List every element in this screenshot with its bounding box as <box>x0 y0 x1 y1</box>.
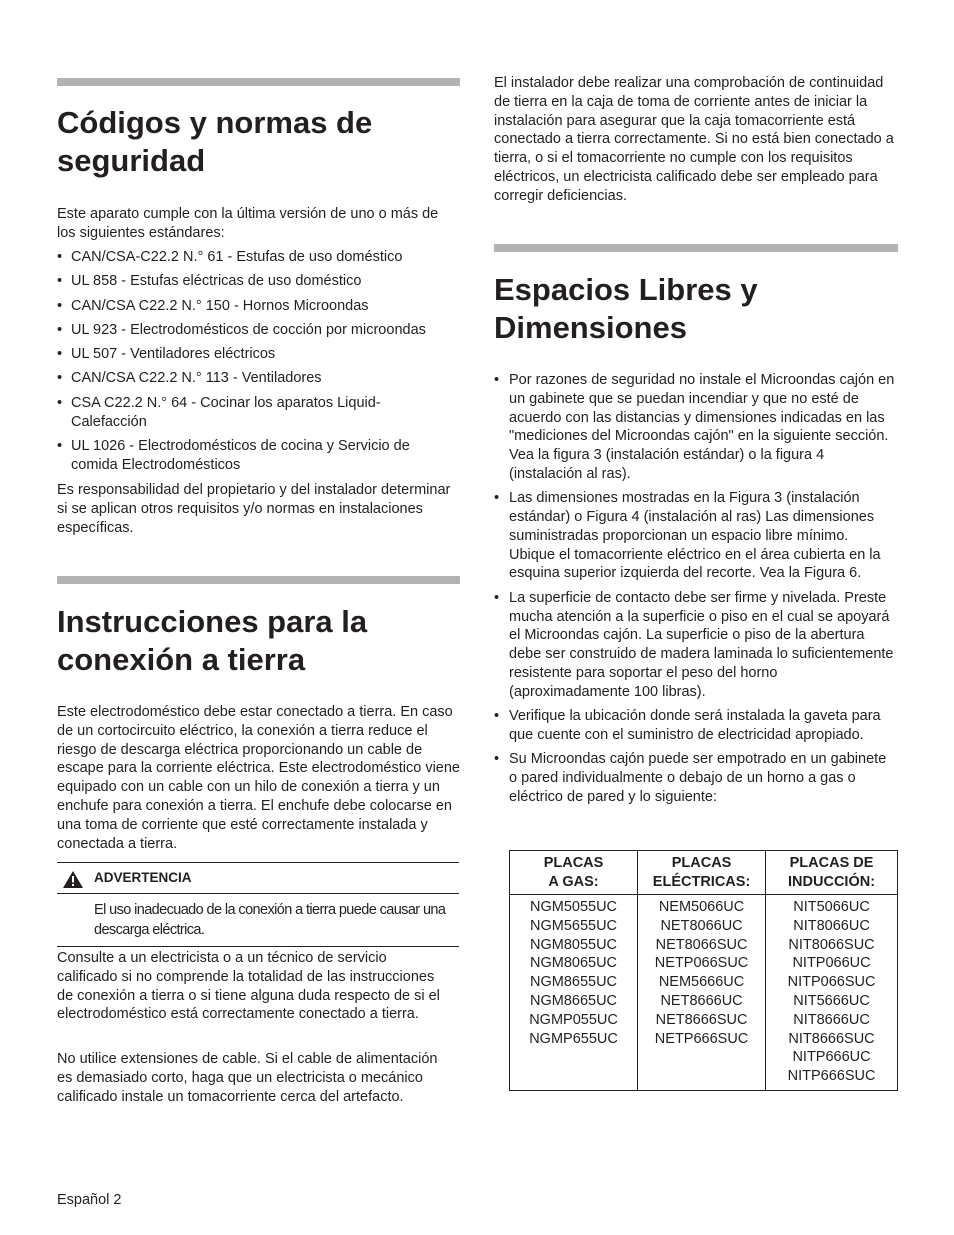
section-rule-tierra <box>57 576 460 584</box>
list-item: • CAN/CSA C22.2 N.° 150 - Hornos Microondas <box>57 297 459 316</box>
list-item: • CAN/CSA-C22.2 N.° 61 - Estufas de uso doméstico <box>57 248 459 267</box>
model-code: NITP066SUC <box>787 974 876 991</box>
list-item: • La superficie de contacto debe ser firme y nivelada. Preste mucha atención a la superficie o piso en el cual se apoyará el Microondas cajón. La superficie o piso de la abertura debe ser construido de madera laminada lo suficientemente resistente para soportar el peso del horno (aproximadamente 100 libras). <box>494 589 898 702</box>
tierra-para-right: El instalador debe realizar una comprobación de continuidad de tierra en la caja de toma de corriente antes de iniciar la instalación para asegurar que la caja tomacorriente está conectado a tierra correctamente. Si no está bien conectado a tierra, o si el tomacorriente no cumple con los requisitos eléctricos, un electricista calificado debe ser empleado para corregir deficiencias. <box>494 75 894 204</box>
model-code: NET8666SUC <box>655 1011 748 1028</box>
table-header-electricas: PLACAS ELÉCTRICAS: <box>638 851 766 895</box>
list-item: • Su Microondas cajón puede ser empotrado en un gabinete o pared individualmente o debajo de un horno a gas o eléctrico de pared y lo siguiente: <box>494 750 898 806</box>
model-code: NIT8066SUC <box>788 936 875 953</box>
model-code: NGM8665UC <box>530 992 618 1009</box>
table-header-induccion: PLACAS DE INDUCCIÓN: <box>766 851 898 895</box>
list-item: • Las dimensiones mostradas en la Figura 3 (instalación estándar) o Figura 4 (instalación al ras) Las dimensiones suministradas proporcionan un espacio libre mínimo. Ubique el tomacorriente eléctrico en el área cubierta en la esquina superior izquierda del recorte. Vea la Figura 6. <box>494 489 898 583</box>
espacios-list <box>494 371 898 807</box>
table-cell-electricas <box>638 895 766 1091</box>
model-code: NIT5666UC <box>793 992 870 1009</box>
model-code: NEM5066UC <box>658 899 745 915</box>
model-code: NET8666UC <box>660 992 743 1009</box>
section-title-espacios: Espacios Libres y Dimensiones <box>494 272 758 345</box>
list-item: • UL 1026 - Electrodomésticos de cocina y Servicio de comida Electrodomésticos <box>57 437 459 475</box>
model-code: NGM8055UC <box>530 936 618 953</box>
model-code: NGMP655UC <box>529 1030 618 1047</box>
list-item: • UL 507 - Ventiladores eléctricos <box>57 345 459 364</box>
model-code: NITP666UC <box>792 1049 871 1066</box>
tierra-para-3: No utilice extensiones de cable. Si el cable de alimentación es demasiado corto, haga que un electricista o mecánico calificado instale un tomacorriente cerca del artefacto. <box>57 1051 438 1105</box>
warning-box <box>57 862 459 947</box>
warning-label: ADVERTENCIA <box>94 870 192 885</box>
model-code: NEM5666UC <box>658 974 745 991</box>
list-item: • CAN/CSA C22.2 N.° 113 - Ventiladores <box>57 369 459 388</box>
model-code: NGM8655UC <box>530 974 618 991</box>
list-item: • Verifique la ubicación donde será instalada la gaveta para que cuente con el suministro de electricidad apropiado. <box>494 707 898 745</box>
tierra-para-1: Este electrodoméstico debe estar conectado a tierra. En caso de un cortocircuito eléctrico, la conexión a tierra reduce el riesgo de descarga eléctrica proporcionando un cable de escape para la corriente eléctrica. Este electrodoméstico viene equipado con un cable con un hilo de conexión a tierra y un enchufe para conexión a tierra. El enchufe debe colocarse en una toma de corriente que esté correctamente instalada y conectada a tierra. <box>57 704 460 852</box>
page-footer: Español 2 <box>57 1192 122 1208</box>
standards-list <box>57 248 459 474</box>
section-rule-espacios <box>494 244 898 252</box>
list-item: • UL 858 - Estufas eléctricas de uso doméstico <box>57 272 459 291</box>
model-code: NET8066SUC <box>655 936 748 953</box>
model-code: NITP066UC <box>792 955 871 972</box>
model-code: NIT8666SUC <box>788 1030 875 1047</box>
codigos-intro: Este aparato cumple con la última versión de uno o más de los siguientes estándares: <box>57 206 439 241</box>
models-table <box>509 850 898 1091</box>
warning-header <box>57 863 459 894</box>
section-title-tierra: Instrucciones para la conexión a tierra <box>57 604 368 677</box>
warning-text: El uso inadecuado de la conexión a tierra puede causar una descarga eléctrica. <box>94 902 446 938</box>
model-code: NGM5055UC <box>530 899 618 915</box>
model-code: NET8066UC <box>660 917 743 934</box>
list-item: • CSA C22.2 N.° 64 - Cocinar los aparatos Liquid-Calefacción <box>57 394 459 432</box>
model-code: NETP666SUC <box>654 1030 749 1047</box>
model-code: NGM8065UC <box>530 955 618 972</box>
model-code: NGMP055UC <box>529 1011 618 1028</box>
list-item: • Por razones de seguridad no instale el Microondas cajón en un gabinete que se puedan incendiar y que no esté de acuerdo con las distancias y dimensiones indicadas en las "mediciones del Microondas cajón" en la siguiente sección. Vea la figura 3 (instalación estándar) o la figura 4 (instalación al ras). <box>494 371 898 484</box>
model-code: NIT8066UC <box>793 917 870 934</box>
table-cell-induccion <box>766 895 898 1091</box>
tierra-para-2: Consulte a un electricista o a un técnico de servicio calificado si no comprende la totalidad de las instrucciones de conexión a tierra o si tiene alguna duda respecto de si el electrodoméstico está correctamente conectado a tierra. <box>57 950 440 1023</box>
model-code: NETP066SUC <box>654 955 749 972</box>
table-cell-gas <box>510 895 638 1091</box>
model-code: NITP666SUC <box>787 1068 876 1085</box>
model-code: NGM5655UC <box>530 917 618 934</box>
section-rule-codigos <box>57 78 460 86</box>
list-item: • UL 923 - Electrodomésticos de cocción por microondas <box>57 321 459 340</box>
model-code: NIT8666UC <box>793 1011 870 1028</box>
codigos-closing: Es responsabilidad del propietario y del instalador determinar si se aplican otros requisitos y/o normas en instalaciones específicas. <box>57 482 451 536</box>
warning-triangle-icon <box>63 871 83 888</box>
table-header-gas: PLACAS A GAS: <box>510 851 638 895</box>
model-code: NIT5066UC <box>793 899 870 915</box>
section-title-codigos: Códigos y normas de seguridad <box>57 105 373 178</box>
